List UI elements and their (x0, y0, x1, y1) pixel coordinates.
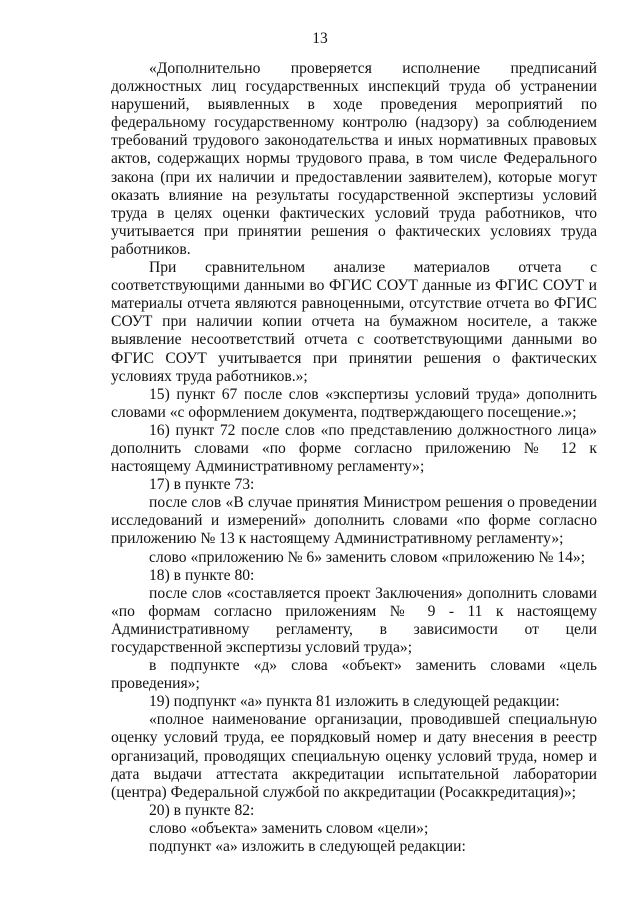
paragraph-item-17: 17) в пункте 73: (149, 476, 255, 494)
paragraph-additional-check: «Дополнительно проверяется исполнение предписаний должностных лиц государственных инспекций труда об устранении нарушений, выявленных в ходе проведения мероприятий по федеральному государственному контролю (надзору) за соблюдением требований трудового законодательства и иных нормативных правовых актов, содержащих нормы трудового права, в том числе Федерального закона (при их наличии и предоставлении заявителем), которые могут оказать влияние на результаты государственной экспертизы условий труда в целях оценки фактических условий труда работников, что учитывается при принятии решения о фактических условиях труда работников. (111, 60, 597, 258)
paragraph-item-15: 15) пункт 67 после слов «экспертизы условий труда» дополнить словами «с оформлением документа, подтверждающего посещение.»; (111, 385, 597, 421)
paragraph-item-18: 18) в пункте 80: (149, 566, 255, 584)
paragraph-item-17-b: слово «приложению № 6» заменить словом «приложению № 14»; (149, 548, 586, 566)
paragraph-item-18-a: после слов «составляется проект Заключения» дополнить словами «по формам согласно приложениям № 9 - 11 к настоящему Административному регламенту, в зависимости от цели государственной экспертизы условий труда»; (111, 584, 597, 656)
paragraph-item-19: 19) подпункт «а» пункта 81 изложить в следующей редакции: (149, 693, 560, 711)
paragraph-item-20-b: подпункт «а» изложить в следующей редакции: (149, 838, 466, 856)
paragraph-item-16: 16) пункт 72 после слов «по представлению должностного лица» дополнить словами «по форме согласно приложению № 12 к настоящему Административному регламенту»; (111, 421, 597, 476)
paragraph-item-19-text: «полное наименование организации, проводившей специальную оценку условий труда, ее порядковый номер и дату внесения в реестр организаций, проводящих специальную оценку условий труда, номер и дата выдачи аттестата аккредитации испытательной лаборатории (центра) Федеральной службой по аккредитации (Росаккредитация)»; (111, 711, 597, 801)
document-body (111, 60, 597, 856)
page-number: 13 (312, 30, 328, 47)
paragraph-item-20-a: слово «объекта» заменить словом «цели»; (149, 819, 429, 837)
paragraph-comparative-analysis: При сравнительном анализе материалов отчета с соответствующими данными во ФГИС СОУТ данные из ФГИС СОУТ и материалы отчета являются равноценными, отсутствие отчета во ФГИС СОУТ при наличии копии отчета на бумажном носителе, а также выявление несоответствий отчета с соответствующими данными во ФГИС СОУТ учитывается при принятии решения о фактических условиях труда работников.»; (111, 259, 597, 385)
paragraph-item-17-a: после слов «В случае принятия Министром решения о проведении исследований и измерений» дополнить словами «по форме согласно приложению № 13 к настоящему Административному регламенту»; (111, 494, 597, 548)
paragraph-item-18-b: в подпункте «д» слова «объект» заменить словами «цель проведения»; (111, 657, 597, 693)
paragraph-item-20: 20) в пункте 82: (149, 801, 255, 819)
